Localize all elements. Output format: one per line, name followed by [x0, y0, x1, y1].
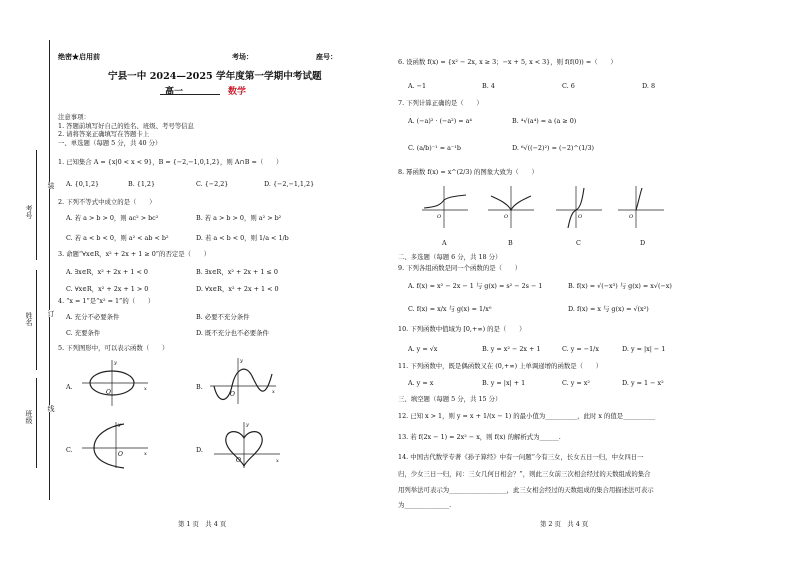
q4-stem: 4. “x = 1”是“x² = 1”的（ ） [58, 297, 155, 305]
q5-graph-b [208, 356, 278, 406]
q5-graph-d [212, 420, 282, 470]
q1-option-a: A. {0,1,2} [66, 180, 100, 188]
q5-option-a: A. [66, 383, 73, 391]
q8-graph-d [616, 184, 666, 230]
q11-stem: 11. 下列函数中，既是偶函数又在 (0,+∞) 上单调递增的函数是（ ） [398, 362, 603, 370]
svg-text:O: O [236, 457, 241, 464]
binding-class-label: 班级 [25, 410, 33, 424]
q9-option-d: D. f(x) = x 与 g(x) = √(x²) [568, 305, 649, 313]
q1-option-c: C. {−2,2} [196, 180, 229, 188]
svg-text:O: O [106, 389, 111, 396]
q7-option-c: C. (a/b)⁻¹ = a⁻¹b [408, 144, 461, 152]
q6-option-d: D. 8 [642, 82, 656, 90]
binding-name-blank [36, 270, 37, 370]
binding-char-1: 装 [47, 182, 55, 189]
section3-title: 三、填空题（每题 5 分，共 15 分） [398, 395, 502, 403]
q14-line-3: 用列举法可表示为__________________，此三女相会经过的天数组成的集合用描述法可表示 [398, 486, 654, 494]
q9-option-c: C. f(x) = x/x 与 g(x) = 1/x⁰ [408, 305, 492, 313]
q3-option-a: A. ∃x∈R，x² + 2x + 1 < 0 [66, 268, 148, 276]
q8-label-a: A [442, 239, 447, 247]
confidential-mark: 绝密★启用前 [58, 52, 100, 61]
grade-underline [160, 94, 220, 95]
q9-option-a: A. f(x) = x² − 2x − 1 与 g(x) = s² − 2s − 1 [408, 282, 543, 290]
q3-stem: 3. 命题“∀x∈R，x² + 2x + 1 ≥ 0”的否定是（ ） [58, 250, 211, 258]
binding-char-2: 订 [47, 310, 55, 317]
q7-option-a: A. (−a)² · (−a²) = a⁴ [408, 117, 472, 125]
q2-option-b: B. 若 a > b > 0，则 a² > b² [196, 214, 282, 222]
q2-stem: 2. 下列不等式中成立的是（ ） [58, 198, 156, 206]
grade-label: 高一 [165, 87, 184, 97]
q5-graph-a [80, 358, 150, 408]
svg-text:O: O [230, 391, 235, 398]
q4-option-a: A. 充分不必要条件 [66, 313, 120, 321]
q10-option-b: B. y = x² − 2x + 1 [482, 345, 541, 353]
binding-name-label: 姓名 [25, 312, 33, 326]
q6-option-a: A. −1 [408, 82, 427, 90]
svg-text:O: O [437, 214, 442, 220]
binding-line [49, 40, 50, 500]
q8-graph-a [420, 184, 470, 230]
binding-id-label: 考号 [25, 205, 33, 219]
svg-text:O: O [629, 214, 634, 220]
q2-option-a: A. 若 a > b > 0，则 ac² > bc² [66, 214, 159, 222]
svg-text:x: x [144, 386, 147, 392]
svg-text:x: x [144, 451, 147, 457]
q6-option-c: C. 6 [562, 82, 575, 90]
exam-room-label: 考场： [232, 52, 253, 61]
q5-stem: 5. 下列图形中，可以表示函数（ ） [58, 344, 169, 352]
q6-stem: 6. 设函数 f(x) = {x² − 2x, x ≥ 3；−x + 5, x < 3}，则 f(f(0)) =（ ） [398, 58, 617, 66]
q5-graph-c [80, 420, 150, 470]
q10-stem: 10. 下列函数中值域为 [0,+∞) 的是（ ） [398, 325, 526, 333]
q4-option-d: D. 既不充分也不必要条件 [196, 329, 269, 337]
q3-option-c: C. ∀x∈R，x² + 2x + 1 > 0 [66, 285, 149, 293]
q8-graph-c [554, 184, 604, 230]
q8-stem: 8. 幂函数 f(x) = x^(2/3) 的图象大致为（ ） [398, 168, 538, 176]
q11-option-b: B. y = |x| + 1 [482, 379, 526, 387]
q1-option-b: B. {1,2} [128, 180, 156, 188]
q10-option-a: A. y = √x [408, 345, 438, 353]
subject-label: 数学 [228, 87, 247, 97]
q7-option-d: D. ⁶√((−2)²) = (−2)^(1/3) [512, 144, 594, 152]
svg-text:y: y [118, 422, 121, 428]
q8-label-c: C [576, 239, 581, 247]
svg-text:x: x [276, 458, 279, 464]
page-footer-left: 第 1 页 共 4 页 [178, 520, 227, 528]
svg-text:O: O [118, 451, 123, 458]
q9-stem: 9. 下列各组函数是同一个函数的是（ ） [398, 264, 522, 272]
q14-line-4: 为______________. [398, 501, 452, 509]
q13-text: 13. 若 f(2x − 1) = 2x² − x，则 f(x) 的解析式为______. [398, 433, 561, 441]
page-footer-right: 第 2 页 共 4 页 [540, 520, 589, 528]
exam-title: 宁县一中 2024—2025 学年度第一学期中考试题 [108, 71, 322, 82]
section1-title: 一、单选题（每题 5 分，共 40 分） [58, 139, 162, 147]
section2-title: 二、多选题（每题 6 分，共 18 分） [398, 253, 502, 261]
q9-option-b: B. f(x) = √(−x³) 与 g(x) = x√(−x) [568, 282, 672, 290]
svg-text:O: O [578, 214, 583, 220]
svg-text:O: O [504, 214, 509, 220]
q2-option-c: C. 若 a < b < 0，则 a² < ab < b² [66, 234, 169, 242]
q6-option-b: B. 4 [482, 82, 495, 90]
q14-line-2: 归，少女三日一归，问：三女几何日相会？”，则此三女前三次相会经过的天数组成的集合 [398, 470, 651, 478]
q11-option-c: C. y = x² [562, 379, 590, 387]
q1-option-d: D. {−2,−1,1,2} [264, 180, 315, 188]
binding-class-blank [36, 378, 37, 468]
svg-text:y: y [240, 358, 243, 364]
binding-id-blank [36, 150, 37, 260]
q1-stem: 1. 已知集合 A = {x|0 < x < 9}，B = {−2,−1,0,1,2}，则 A∩B =（ ） [58, 158, 283, 166]
binding-char-3: 线 [47, 405, 55, 412]
note-item-1: 1. 答题前填写好自己的姓名、班级、考号等信息 [58, 122, 194, 130]
q10-option-c: C. y = −1/x [562, 345, 599, 353]
q11-option-d: D. y = 1 − x² [622, 379, 664, 387]
q4-option-c: C. 充要条件 [66, 329, 101, 337]
notes-heading: 注意事项： [58, 113, 90, 121]
q12-text: 12. 已知 x > 1，则 y = x + 1/(x − 1) 的最小值为__________，此时 x 的值是__________ [398, 412, 656, 420]
q8-graph-b [486, 184, 536, 230]
q5-option-b: B. [196, 383, 203, 391]
q7-option-b: B. ⁴√(a⁴) = a (a ≥ 0) [512, 117, 577, 125]
seat-label: 座号： [316, 52, 337, 61]
q2-option-d: D. 若 a < b < 0，则 1/a < 1/b [196, 234, 289, 242]
q5-option-c: C. [66, 446, 73, 454]
q11-option-a: A. y = x [408, 379, 434, 387]
q8-label-d: D [640, 239, 646, 247]
svg-text:y: y [246, 422, 249, 428]
q8-label-b: B [508, 239, 513, 247]
q10-option-d: D. y = |x| − 1 [622, 345, 666, 353]
q4-option-b: B. 必要不充分条件 [196, 313, 250, 321]
q5-option-d: D. [196, 446, 203, 454]
q3-option-b: B. ∃x∈R，x² + 2x + 1 ≤ 0 [196, 268, 278, 276]
q3-option-d: D. ∀x∈R，x² + 2x + 1 < 0 [196, 285, 279, 293]
svg-text:y: y [114, 360, 117, 366]
note-item-2: 2. 请将答案正确填写在答题卡上 [58, 130, 150, 138]
svg-text:x: x [272, 389, 275, 395]
q7-stem: 7. 下列计算正确的是（ ） [398, 99, 483, 107]
q14-line-1: 14. 中国古代数学专著《孙子算经》中有一问题“今有三女，长女五日一归，中女四日一 [398, 453, 644, 461]
